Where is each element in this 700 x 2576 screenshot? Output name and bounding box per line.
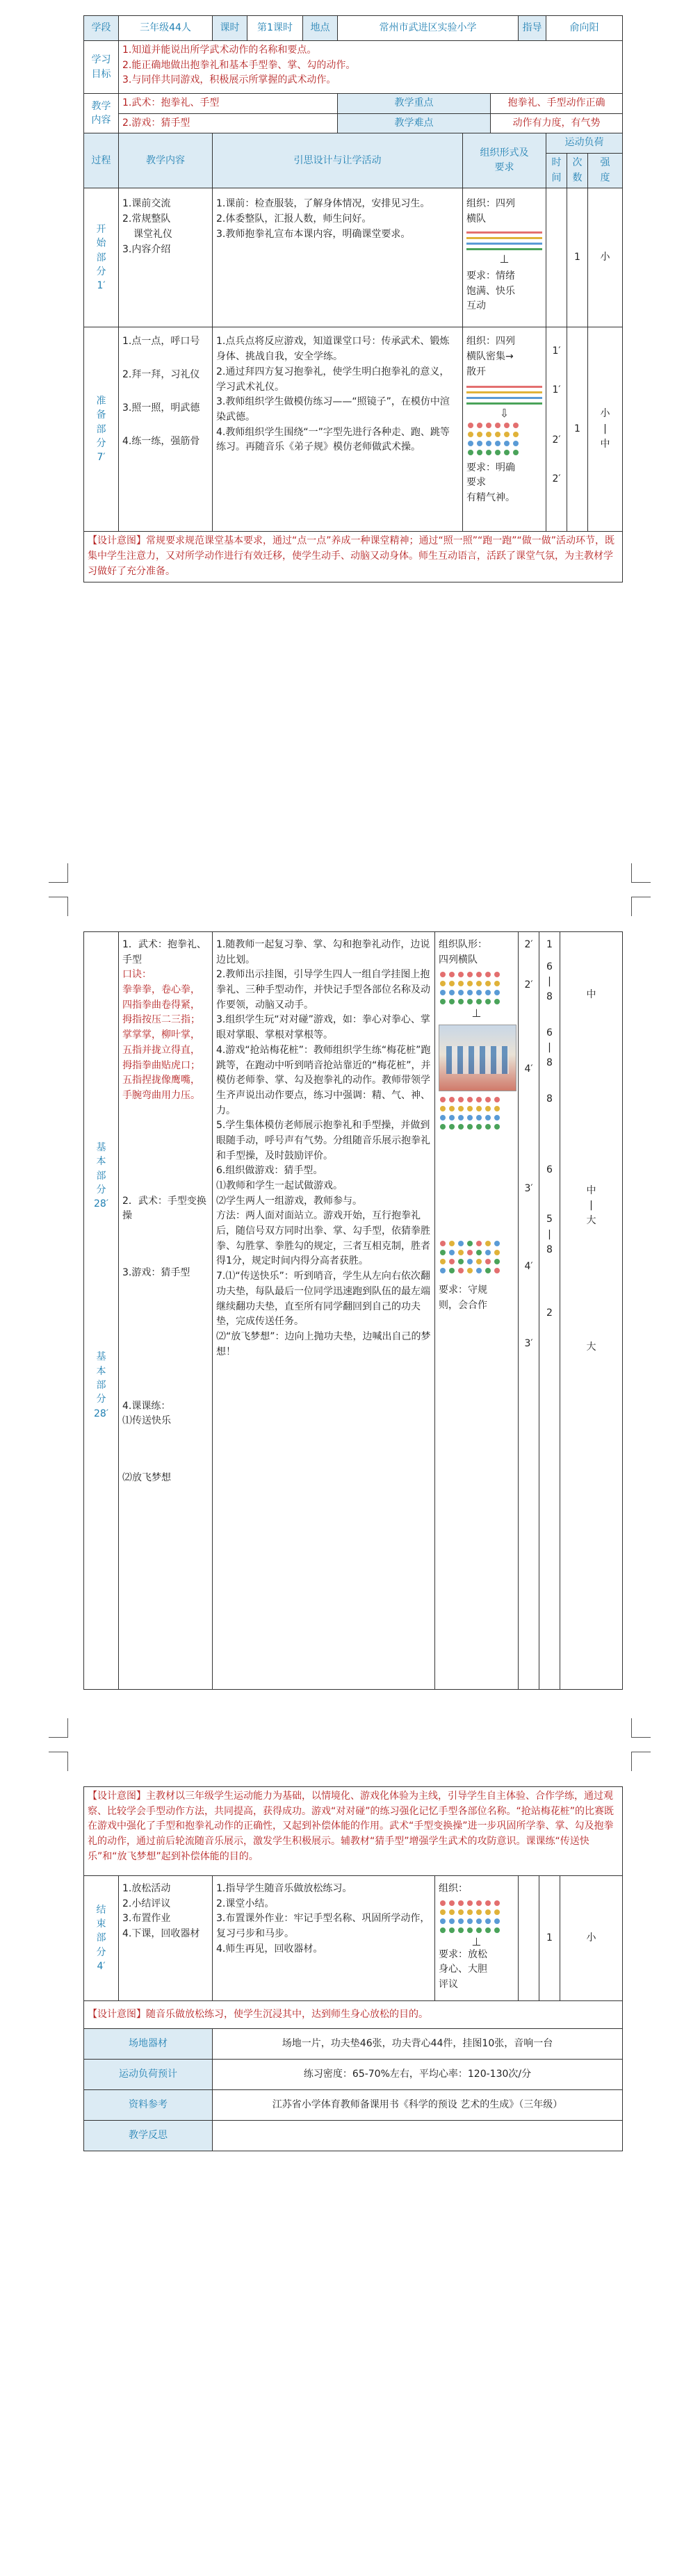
end-section-row [84,1876,623,2001]
key-point-value: 抱拳礼、手型动作正确 [491,94,623,114]
crop-mark [49,863,68,883]
formation-diagram [466,231,542,265]
footer-row-reference [84,2090,623,2121]
reference-label: 资料参考 [84,2090,213,2121]
teacher-marker-icon: ⊥ [499,252,510,266]
p3-design-row-2 [84,2001,623,2029]
page-2 [0,883,700,1738]
crop-mark [49,1752,68,1771]
basic-org: 组织队形： 四列横队 ⊥ 要求：守规 则，会合作 [435,932,519,1690]
lesson-plan-table-1 [83,15,623,582]
start-time [546,188,567,327]
content-label: 教学 内容 [84,94,119,133]
crop-mark [631,863,651,883]
location-label: 地点 [303,16,338,41]
content-row-1 [84,94,623,114]
load-estimate-value: 练习密度：65-70%左右，平均心率：120-130次/分 [213,2060,623,2090]
end-design-intent: 【设计意图】随音乐做放松练习，使学生沉浸其中，达到师生身心放松的目的。 [84,2001,623,2029]
col-process: 过程 [84,133,119,188]
crop-mark [631,897,651,916]
equipment-value: 场地一片，功夫垫46张，功夫背心44件，挂图10张，音响一台 [213,2029,623,2060]
prep-guide: 1.点兵点将反应游戏，知道课堂口号：传承武术、锻炼身体、挑战自我，安全学练。 2.通过拜四方复习抱拳礼，使学生明白抱拳礼的意义，学习武术礼仪。 3.教师组织学生做模仿练习——“照镜子”，在模仿中渲染武德。 4.教师组织学生围绕“一”字型先进行各种走、跑、跳等练习。再随音乐《弟子规》模仿老师做武术操。 [213,327,463,532]
classroom-photo [439,1025,516,1091]
content-item-2: 2.游戏：猜手型 [119,113,338,133]
footer-row-load [84,2060,623,2090]
basic-counts: 1 6 | 8 6 | 8 8 6 5 | 8 2 [539,932,560,1690]
end-formation-diagram [439,1900,514,1948]
prep-formation-diagram [466,386,542,455]
basic-guide: 1.随教师一起复习拳、掌、勾和抱拳礼动作，边说边比划。 2.教师出示挂图，引导学生四人一组自学挂图上抱拳礼、三种手型动作，并快记手型各部位名称及动作要领，动脑又动手。 3.组织学生玩“对对碰”游戏，如：拳心对拳心、掌眼对掌眼、掌根对掌根等。 4.游戏“抢站梅花桩”：教师组织学生练“梅花桩”跑跳等，在跑动中听到哨音抢站靠近的“梅花桩”，并模仿老师拳、掌、勾及抱拳礼的动作。教师带领学生齐声说出动作要点，练习中强调：精、气、神、力。 5.学生集体模仿老师展示抱拳礼和手型操，并做到眼随手动，呼号声有气势。分组随音乐展示抱拳礼和手型操，及时鼓励评价。 6.组织做游戏：猜手型。 ⑴教师和学生一起试做游戏。 ⑵学生两人一组游戏，教师参与。 方法：两人面对面站立。游戏开始，互行抱拳礼后，随信号双方同时出拳、掌、勾手型，依猜拳胜拳、勾胜掌、拳胜勾的规定，三者互相克制，胜者得1分，规定时间内得分高者获胜。 7.⑴“传送快乐”：听到哨音，学生从左向右依次翻功夫垫，每队最后一位同学迅速跑到队伍的最左端继续翻功夫垫，直至所有同学翻回到自己的功夫垫，完成传送任务。 ⑵“放飞梦想”：边向上抛功夫垫，边喊出自己的梦想！ [213,932,435,1690]
p3-design-row-1 [84,1787,623,1876]
start-section-row [84,188,623,327]
basic-strength: 中 中 | 大 大 [560,932,623,1690]
col-guide: 引思设计与让学活动 [213,133,463,188]
col-load: 运动负荷 [546,133,623,154]
column-header-row-1 [84,133,623,154]
p1-design-intent: 【设计意图】常规要求规范课堂基本要求，通过“点一点”养成一种课堂精神；通过“照一照”“跑一跑”“做一做”活动环节，既集中学生注意力，又对所学动作进行有效迁移，使学生动手、动脑又动身体。师生互动语言，活跃了课堂气氛，为主教材学习做好了充分准备。 [84,532,623,582]
prep-content: 1.点一点，呼口号 2.拜一拜，习礼仪 3.照一照，明武德 4.练一练，强筋骨 [119,327,213,532]
end-guide: 1.指导学生随音乐做放松练习。 2.课堂小结。 3.布置课外作业：牢记手型名称、巩固所学动作，复习弓步和马步。 4.师生再见，回收器材。 [213,1876,435,2001]
prep-strength: 小 | 中 [588,327,623,532]
start-section-label: 开 始 部 分 1′ [84,188,119,327]
crop-mark [631,1718,651,1738]
goals-label: 学习 目标 [84,41,119,94]
goals-text: 1.知道并能说出所学武术动作的名称和要点。 2.能正确地做出抱拳礼和基本手型拳、掌、勾的动作。 3.与同伴共同游戏，积极展示所掌握的武术动作。 [119,41,623,94]
basic-section-labels: 基 本 部 分 28′ 基 本 部 分 28′ [84,932,119,1690]
page-1 [0,0,700,883]
header-row [84,16,623,41]
guide-label: 指导 [519,16,546,41]
reference-value: 江苏省小学体育教师备课用书《科学的预设 艺术的生成》（三年级） [213,2090,623,2121]
col-org: 组织形式及 要求 [463,133,546,188]
col-strength: 强 度 [588,154,623,188]
col-time: 时 间 [546,154,567,188]
crop-mark [631,1752,651,1771]
lesson-plan-table-2 [83,931,623,1690]
key-point-label: 教学重点 [338,94,491,114]
col-content: 教学内容 [119,133,213,188]
basic-times: 2′ 2′ 4′ 3′ 4′ 3′ [519,932,539,1690]
difficulty-label: 教学难点 [338,113,491,133]
end-time [519,1876,539,2001]
prep-section-row [84,327,623,532]
goals-row [84,41,623,94]
start-content: 1.课前交流 2.常规整队 课堂礼仪 3.内容介绍 [119,188,213,327]
teacher-marker-icon: ⊥ [471,1006,482,1020]
reflection-value [213,2121,623,2151]
crop-mark [49,1718,68,1738]
end-content: 1.放松活动 2.小结评议 3.布置作业 4.下课，回收器材 [119,1876,213,2001]
prep-count: 1 [567,327,588,532]
start-org: 组织：四列 横队 ⊥ 要求：情绪 饱满、快乐 互动 [463,188,546,327]
crop-mark [49,897,68,916]
start-strength: 小 [588,188,623,327]
start-count: 1 [567,188,588,327]
p1-design-row [84,532,623,582]
period-value: 第1课时 [247,16,303,41]
equipment-label: 场地器材 [84,2029,213,2060]
lesson-plan-table-3 [83,1786,623,2151]
prep-org: 组织：四列 横队密集→ 散开 ⇩ 要求：明确 要求 有精气神。 [463,327,546,532]
arrow-down-icon: ⇩ [499,406,510,420]
end-count: 1 [539,1876,560,2001]
end-section-label: 结 束 部 分 4′ [84,1876,119,2001]
content-item-1: 1.武术：抱拳礼、手型 [119,94,338,114]
basic-design-intent: 【设计意图】主教材以三年级学生运动能力为基础，以情境化、游戏化体验为主线，引导学生自主体验、合作学练，通过观察、比较学会手型动作方法，共同提高，获得成功。游戏“对对碰”的练习强化记忆手型各部位名称。“抢站梅花桩”的比赛既在游戏中强化了手型和抱拳礼动作的正确性，又起到补偿体能的作用。武术“手型变换操”进一步巩固所学拳、掌、勾及抱拳礼的动作，通过前后轮流随音乐展示，激发学生积极展示。辅教材“猜手型”增强学生武术的攻防意识。课课练“传送快乐”和“放飞梦想”起到补偿体能的目的。 [84,1787,623,1876]
teacher-marker-icon: ⊥ [471,1934,482,1948]
col-count: 次 数 [567,154,588,188]
reflection-label: 教学反思 [84,2121,213,2151]
basic-content: 1．武术：抱拳礼、手型 口诀： 拳拳拳，卷心拳， 四指拳曲卷得紧， 拇指按压二三指； 掌掌掌，柳叶掌， 五指并拢立得直， 拇指拳曲贴虎口； 五指捏拢像鹰嘴， 手腕弯曲用力压。 2．武术：手型变换操 3.游戏：猜手型 4.课课练： ⑴传送快乐 ⑵放飞梦想 [119,932,213,1690]
footer-row-reflection [84,2121,623,2151]
footer-row-equipment [84,2029,623,2060]
end-strength: 小 [560,1876,623,2001]
period-label: 课时 [213,16,247,41]
grade-label: 学段 [84,16,119,41]
grade-value: 三年级44人 [119,16,213,41]
load-estimate-label: 运动负荷预计 [84,2060,213,2090]
location-value: 常州市武进区实验小学 [338,16,519,41]
prep-section-label: 准 备 部 分 7′ [84,327,119,532]
start-guide: 1.课前：检查服装，了解身体情况，安排见习生。 2.体委整队，汇报人数，师生问好。 3.教师抱拳礼宣布本课内容，明确课堂要求。 [213,188,463,327]
content-row-2 [84,113,623,133]
basic-formation-diagram [439,972,514,1273]
prep-times: 1′ 1′ 2′ 2′ [546,327,567,532]
basic-section-row [84,932,623,1690]
difficulty-value: 动作有力度，有气势 [491,113,623,133]
page-3 [0,1738,700,2576]
end-org: 组织： ⊥ 要求：放松 身心、大胆 评议 [435,1876,519,2001]
guide-value: 俞向阳 [546,16,623,41]
